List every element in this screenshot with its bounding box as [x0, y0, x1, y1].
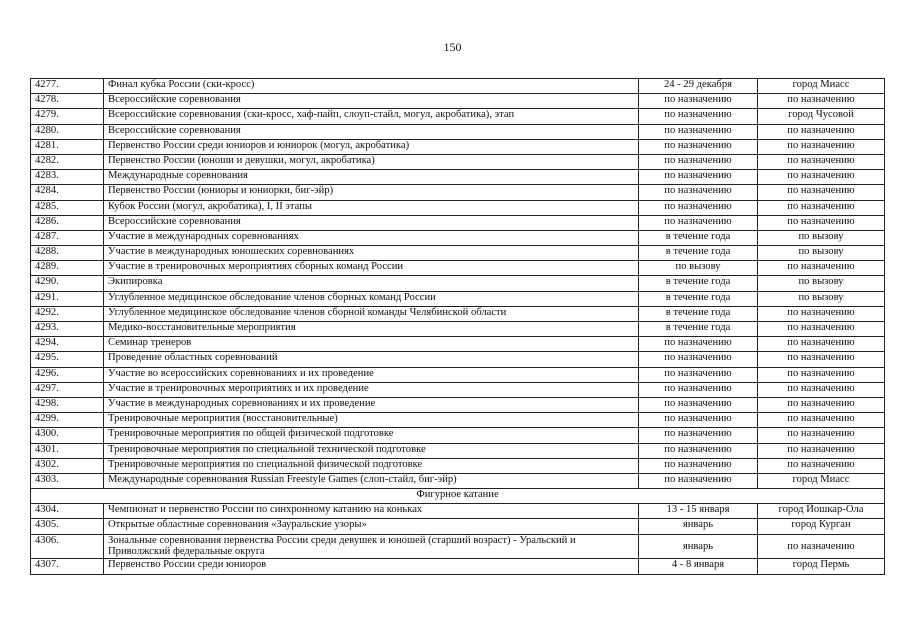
- event-name: Зональные соревнования первенства России среди девушек и юношей (старший возраст) - Уральский и Приволжский федеральные округа: [104, 534, 639, 559]
- row-number: 4293.: [31, 322, 104, 337]
- row-number: 4304.: [31, 504, 104, 519]
- table-row: [31, 382, 885, 397]
- table-row: [31, 428, 885, 443]
- event-date: по назначению: [639, 94, 758, 109]
- table-row: [31, 185, 885, 200]
- row-number: 4291.: [31, 291, 104, 306]
- event-name: Первенство России (юноши и девушки, могул, акробатика): [104, 154, 639, 169]
- row-number: 4289.: [31, 261, 104, 276]
- event-date: в течение года: [639, 306, 758, 321]
- event-name: Тренировочные мероприятия (восстановительные): [104, 413, 639, 428]
- event-place: по назначению: [758, 534, 885, 559]
- table-row: [31, 458, 885, 473]
- table-row: [31, 534, 885, 559]
- event-date: в течение года: [639, 276, 758, 291]
- event-date: по назначению: [639, 109, 758, 124]
- event-place: город Миасс: [758, 79, 885, 94]
- event-date: по назначению: [639, 185, 758, 200]
- event-place: по назначению: [758, 200, 885, 215]
- event-date: по назначению: [639, 382, 758, 397]
- table-row: [31, 504, 885, 519]
- table-row: [31, 200, 885, 215]
- event-place: по назначению: [758, 139, 885, 154]
- event-place: по назначению: [758, 458, 885, 473]
- event-name: Участие во всероссийских соревнованиях и их проведение: [104, 367, 639, 382]
- table-row: [31, 367, 885, 382]
- event-place: по вызову: [758, 246, 885, 261]
- event-date: по назначению: [639, 397, 758, 412]
- row-number: 4277.: [31, 79, 104, 94]
- table-row: [31, 170, 885, 185]
- event-name: Участие в международных соревнованиях: [104, 230, 639, 245]
- table-row: [31, 413, 885, 428]
- event-place: по назначению: [758, 367, 885, 382]
- row-number: 4286.: [31, 215, 104, 230]
- event-date: 4 - 8 января: [639, 559, 758, 574]
- event-place: по назначению: [758, 306, 885, 321]
- table-row: [31, 291, 885, 306]
- event-name: Всероссийские соревнования: [104, 94, 639, 109]
- event-place: по назначению: [758, 94, 885, 109]
- table-row: [31, 397, 885, 412]
- row-number: 4302.: [31, 458, 104, 473]
- event-place: по назначению: [758, 185, 885, 200]
- event-name: Международные соревнования Russian Freestyle Games (слоп-стайл, биг-эйр): [104, 473, 639, 488]
- row-number: 4300.: [31, 428, 104, 443]
- event-name: Всероссийские соревнования: [104, 124, 639, 139]
- event-name: Углубленное медицинское обследование членов сборной команды Челябинской области: [104, 306, 639, 321]
- event-place: по назначению: [758, 428, 885, 443]
- table-row: [31, 109, 885, 124]
- table-row: [31, 322, 885, 337]
- event-name: Всероссийские соревнования: [104, 215, 639, 230]
- table-row: [31, 94, 885, 109]
- event-name: Всероссийские соревнования (ски-кросс, хаф-пайп, слоуп-стайл, могул, акробатика), этап: [104, 109, 639, 124]
- row-number: 4297.: [31, 382, 104, 397]
- table-row: [31, 261, 885, 276]
- page-number: 150: [443, 40, 462, 54]
- table-row: [31, 79, 885, 94]
- event-place: по назначению: [758, 352, 885, 367]
- event-place: по назначению: [758, 322, 885, 337]
- event-place: по назначению: [758, 124, 885, 139]
- table-row: [31, 230, 885, 245]
- event-date: по назначению: [639, 458, 758, 473]
- event-date: в течение года: [639, 322, 758, 337]
- event-date: в течение года: [639, 246, 758, 261]
- table-row: [31, 215, 885, 230]
- event-name: Кубок России (могул, акробатика), I, II этапы: [104, 200, 639, 215]
- row-number: 4278.: [31, 94, 104, 109]
- event-name: Тренировочные мероприятия по специальной физической подготовке: [104, 458, 639, 473]
- event-name: Тренировочные мероприятия по специальной технической подготовке: [104, 443, 639, 458]
- event-name: Первенство России (юниоры и юниорки, биг-эйр): [104, 185, 639, 200]
- row-number: 4292.: [31, 306, 104, 321]
- event-name: Первенство России среди юниоров: [104, 559, 639, 574]
- event-place: по назначению: [758, 397, 885, 412]
- event-place: по назначению: [758, 382, 885, 397]
- event-place: по вызову: [758, 291, 885, 306]
- table-row: [31, 276, 885, 291]
- row-number: 4285.: [31, 200, 104, 215]
- table-row: [31, 124, 885, 139]
- event-name: Проведение областных соревнований: [104, 352, 639, 367]
- event-name: Финал кубка России (ски-кросс): [104, 79, 639, 94]
- event-date: по вызову: [639, 261, 758, 276]
- event-place: по назначению: [758, 170, 885, 185]
- event-place: город Миасс: [758, 473, 885, 488]
- section-title: Фигурное катание: [31, 489, 885, 504]
- event-name: Участие в тренировочных мероприятиях сборных команд России: [104, 261, 639, 276]
- event-name: Участие в тренировочных мероприятиях и их проведение: [104, 382, 639, 397]
- table-row: [31, 306, 885, 321]
- event-name: Экипировка: [104, 276, 639, 291]
- event-date: 24 - 29 декабря: [639, 79, 758, 94]
- event-date: по назначению: [639, 367, 758, 382]
- event-date: январь: [639, 519, 758, 534]
- row-number: 4307.: [31, 559, 104, 574]
- event-place: по назначению: [758, 443, 885, 458]
- event-place: по назначению: [758, 261, 885, 276]
- event-name: Углубленное медицинское обследование членов сборных команд России: [104, 291, 639, 306]
- event-place: по назначению: [758, 337, 885, 352]
- row-number: 4284.: [31, 185, 104, 200]
- event-date: по назначению: [639, 154, 758, 169]
- event-name: Тренировочные мероприятия по общей физической подготовке: [104, 428, 639, 443]
- row-number: 4279.: [31, 109, 104, 124]
- row-number: 4288.: [31, 246, 104, 261]
- table-row: [31, 559, 885, 574]
- row-number: 4299.: [31, 413, 104, 428]
- event-date: по назначению: [639, 473, 758, 488]
- row-number: 4301.: [31, 443, 104, 458]
- row-number: 4303.: [31, 473, 104, 488]
- event-date: по назначению: [639, 413, 758, 428]
- event-date: по назначению: [639, 428, 758, 443]
- event-place: по назначению: [758, 413, 885, 428]
- event-name: Участие в международных юношеских соревнованиях: [104, 246, 639, 261]
- event-date: по назначению: [639, 215, 758, 230]
- table-row: [31, 139, 885, 154]
- event-date: по назначению: [639, 124, 758, 139]
- row-number: 4290.: [31, 276, 104, 291]
- event-date: по назначению: [639, 170, 758, 185]
- event-name: Чемпионат и первенство России по синхронному катанию на коньках: [104, 504, 639, 519]
- event-date: в течение года: [639, 230, 758, 245]
- row-number: 4280.: [31, 124, 104, 139]
- table-row: [31, 337, 885, 352]
- row-number: 4298.: [31, 397, 104, 412]
- event-name: Открытые областные соревнования «Зауральские узоры»: [104, 519, 639, 534]
- row-number: 4283.: [31, 170, 104, 185]
- event-date: по назначению: [639, 337, 758, 352]
- row-number: 4306.: [31, 534, 104, 559]
- row-number: 4296.: [31, 367, 104, 382]
- event-name: Международные соревнования: [104, 170, 639, 185]
- table-row: [31, 519, 885, 534]
- event-place: по назначению: [758, 215, 885, 230]
- row-number: 4281.: [31, 139, 104, 154]
- row-number: 4305.: [31, 519, 104, 534]
- section-row: [31, 489, 885, 504]
- table-row: [31, 246, 885, 261]
- event-date: по назначению: [639, 352, 758, 367]
- table-row: [31, 443, 885, 458]
- event-place: по вызову: [758, 276, 885, 291]
- event-date: в течение года: [639, 291, 758, 306]
- event-place: город Йошкар-Ола: [758, 504, 885, 519]
- event-name: Семинар тренеров: [104, 337, 639, 352]
- table-row: [31, 352, 885, 367]
- event-date: 13 - 15 января: [639, 504, 758, 519]
- event-date: январь: [639, 534, 758, 559]
- event-name: Участие в международных соревнованиях и их проведение: [104, 397, 639, 412]
- event-date: по назначению: [639, 139, 758, 154]
- event-place: город Пермь: [758, 559, 885, 574]
- row-number: 4287.: [31, 230, 104, 245]
- event-date: по назначению: [639, 200, 758, 215]
- events-table: [30, 78, 885, 575]
- event-place: по назначению: [758, 154, 885, 169]
- table-row: [31, 473, 885, 488]
- event-name: Первенство России среди юниоров и юниорок (могул, акробатика): [104, 139, 639, 154]
- event-date: по назначению: [639, 443, 758, 458]
- table-row: [31, 154, 885, 169]
- event-place: город Чусовой: [758, 109, 885, 124]
- event-name: Медико-восстановительные мероприятия: [104, 322, 639, 337]
- row-number: 4295.: [31, 352, 104, 367]
- row-number: 4282.: [31, 154, 104, 169]
- event-place: город Курган: [758, 519, 885, 534]
- event-place: по вызову: [758, 230, 885, 245]
- row-number: 4294.: [31, 337, 104, 352]
